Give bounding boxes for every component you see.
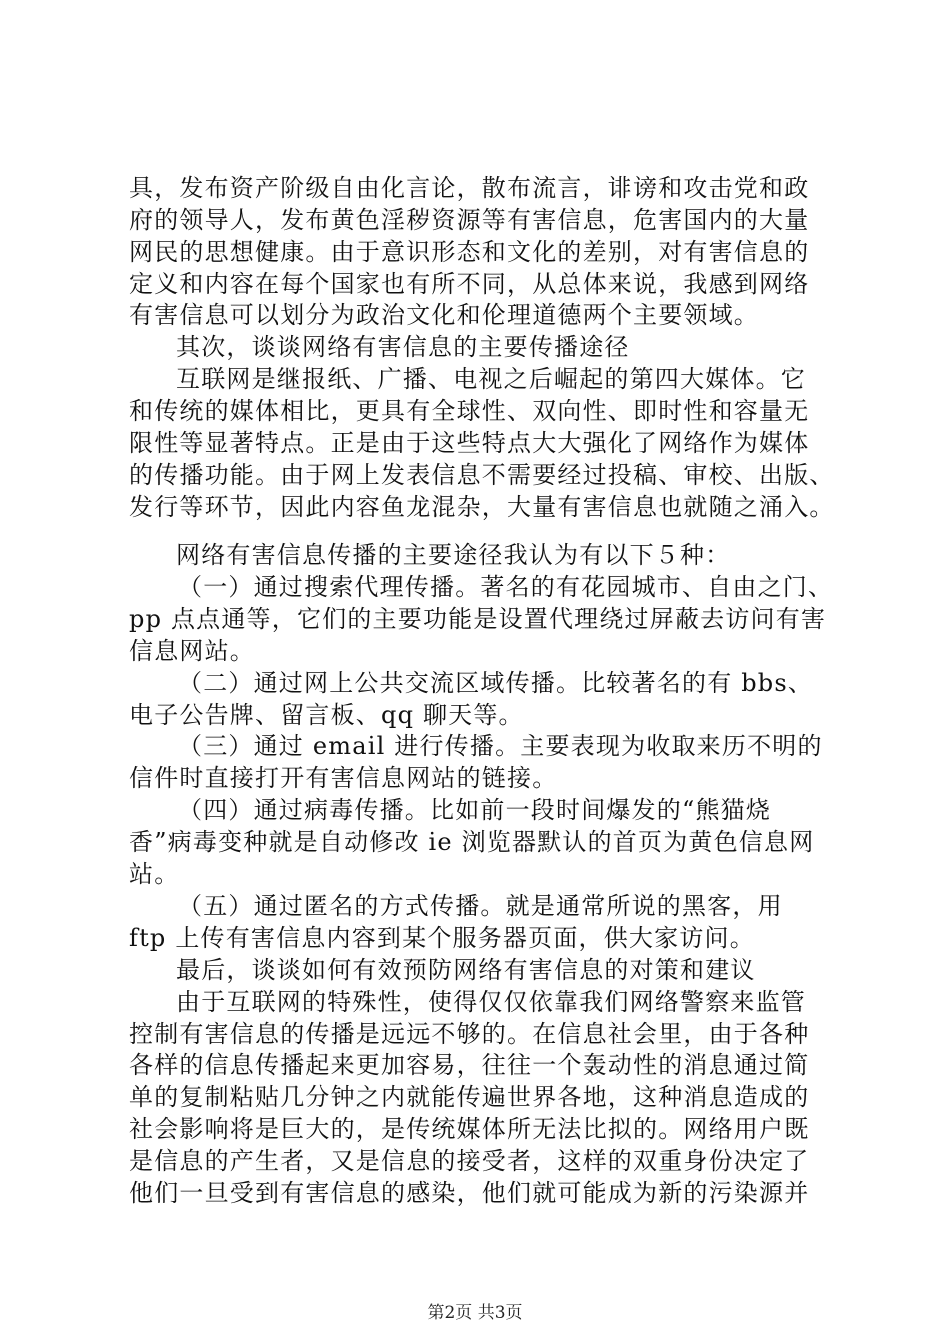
body-text-line: 电子公告牌、留言板、qq 聊天等。	[129, 701, 524, 729]
list-item: （二）通过网上公共交流区域传播。比较著名的有 bbs、	[178, 669, 814, 697]
body-text-line: 具，发布资产阶级自由化言论，散布流言，诽谤和攻击党和政	[129, 174, 810, 202]
body-text-line: 有害信息可以划分为政治文化和伦理道德两个主要领域。	[129, 301, 759, 329]
body-text-line: ftp 上传有害信息内容到某个服务器页面，供大家访问。	[129, 924, 755, 952]
body-text-line: 网络有害信息传播的主要途径我认为有以下５种：	[176, 541, 731, 569]
list-item: （四）通过病毒传播。比如前一段时间爆发的“熊猫烧	[178, 796, 772, 824]
body-text-line: 站。	[129, 860, 180, 888]
body-text-line: 互联网是继报纸、广播、电视之后崛起的第四大媒体。它	[176, 365, 806, 393]
list-item: （一）通过搜索代理传播。著名的有花园城市、自由之门、	[178, 573, 834, 601]
section-heading: 最后，谈谈如何有效预防网络有害信息的对策和建议	[176, 956, 756, 984]
body-text-line: 的传播功能。由于网上发表信息不需要经过投稿、审校、出版、	[129, 461, 835, 489]
body-text-line: 社会影响将是巨大的，是传统媒体所无法比拟的。网络用户既	[129, 1115, 810, 1143]
body-text-line: 各样的信息传播起来更加容易，往往一个轰动性的消息通过简	[129, 1051, 810, 1079]
body-text-line: 定义和内容在每个国家也有所不同，从总体来说，我感到网络	[129, 270, 810, 298]
body-text-line: 信息网站。	[129, 637, 255, 665]
page-number-footer: 第2页 共3页	[427, 1303, 523, 1323]
body-text-line: 是信息的产生者，又是信息的接受者，这样的双重身份决定了	[129, 1147, 810, 1175]
body-text-line: 和传统的媒体相比，更具有全球性、双向性、即时性和容量无	[129, 397, 810, 425]
list-item: （五）通过匿名的方式传播。就是通常所说的黑客，用	[178, 892, 783, 920]
body-text-line: pp 点点通等，它们的主要功能是设置代理绕过屏蔽去访问有害	[129, 605, 827, 633]
list-item: （三）通过 email 进行传播。主要表现为收取来历不明的	[178, 732, 823, 760]
body-text-line: 他们一旦受到有害信息的感染，他们就可能成为新的污染源并	[129, 1179, 810, 1207]
body-text-line: 单的复制粘贴几分钟之内就能传遍世界各地，这种消息造成的	[129, 1083, 810, 1111]
body-text-line: 信件时直接打开有害信息网站的链接。	[129, 764, 558, 792]
body-text-line: 限性等显著特点。正是由于这些特点大大强化了网络作为媒体	[129, 429, 810, 457]
body-text-line: 发行等环节，因此内容鱼龙混杂，大量有害信息也就随之涌入。	[129, 493, 835, 521]
body-text-line: 香”病毒变种就是自动修改 ie 浏览器默认的首页为黄色信息网	[129, 828, 815, 856]
body-text-line: 控制有害信息的传播是远远不够的。在信息社会里，由于各种	[129, 1020, 810, 1048]
body-text-line: 网民的思想健康。由于意识形态和文化的差别，对有害信息的	[129, 238, 810, 266]
section-heading: 其次，谈谈网络有害信息的主要传播途径	[176, 333, 630, 361]
body-text-line: 由于互联网的特殊性，使得仅仅依靠我们网络警察来监管	[176, 988, 806, 1016]
body-text-line: 府的领导人，发布黄色淫秽资源等有害信息，危害国内的大量	[129, 206, 810, 234]
